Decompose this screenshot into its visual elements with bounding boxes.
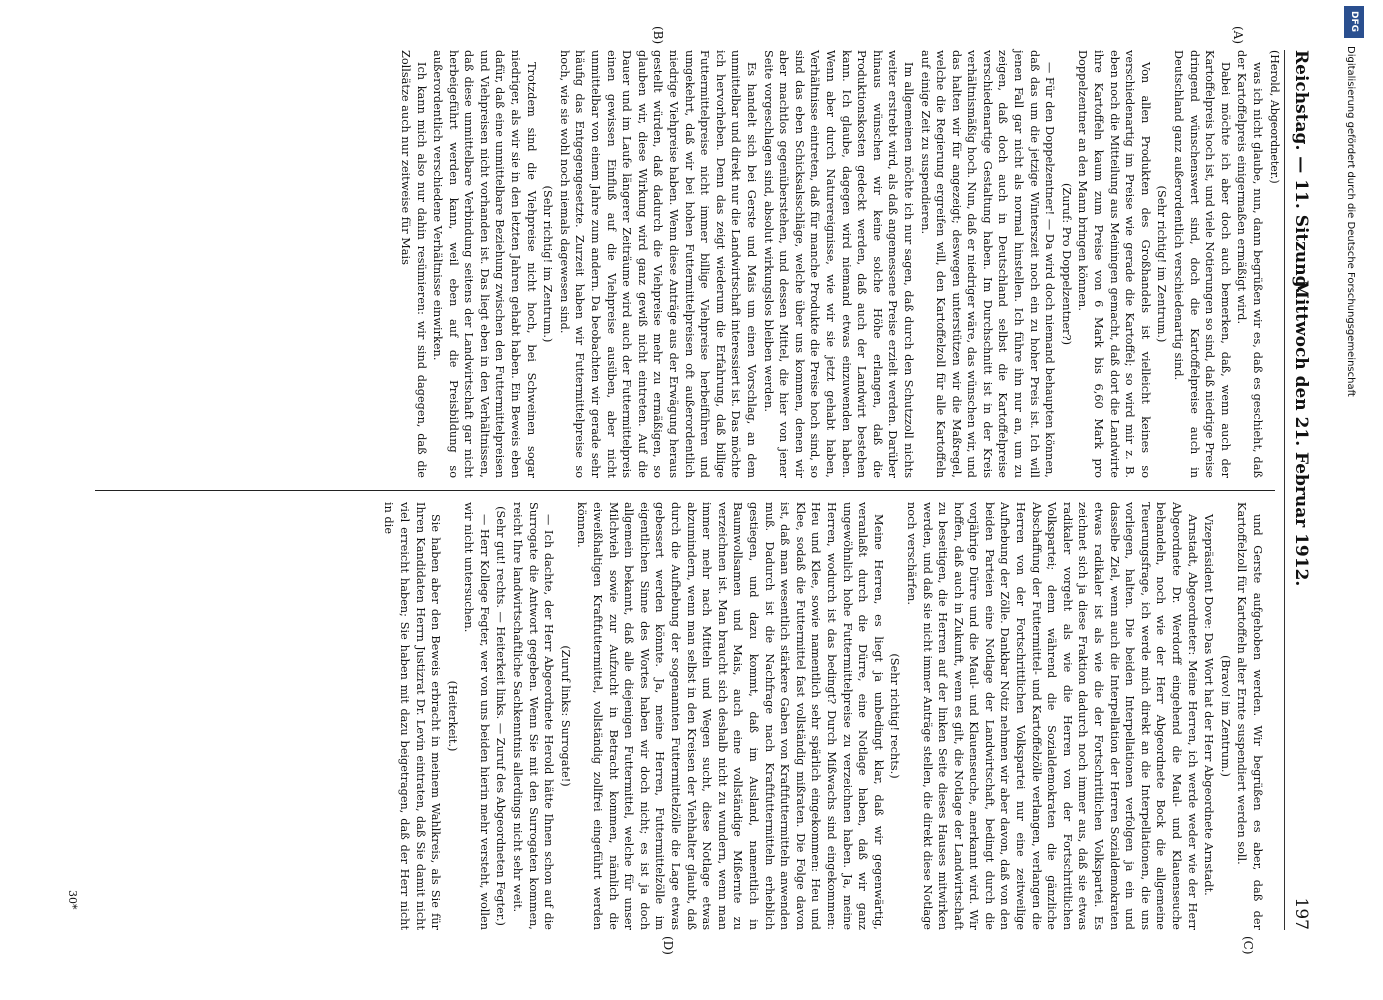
paragraph: Meine Herren, es liegt ja unbedingt klar, daß wir gegenwärtig, veranlaßt durch die Dürre, eine Notlage haben, daß wir ganz ungewöhnlich hohe Futtermittelpreise zu verzeichnen haben. Ja, meine Herren, wodurch ist das bedingt? Durch Mißwachs sind eingekommen: Heu und Klee, sowie namentlich sehr spärlich eingekommen: Heu und Klee, sodaß die Futtermittel fast vollständig mißraten. Die Folge davon ist, daß man wesentlich stärkere Gaben von Kraftfuttermitteln anwenden muß. Dadurch ist die Nachfrage nach Kraftfuttermitteln erheblich gestiegen, und dazu kommt, daß im Ausland, namentlich in Baumwollsamen und Mais, auch eine vollständige Mißernte zu verzeichnen ist. Man braucht sich deshalb nicht zu wundern, wenn man immer mehr nach Mitteln und Wegen sucht, diese Notlage etwas abzumindern, wenn man selbst in den Kreisen der Viehhalter glaubt, daß durch die Aufhebung der sogenannten Futtermittelzölle die Lage etwas gebessert werden könnte. Ja, meine Herren, Futtermittelzölle im eigentlichen Sinne des Wortes haben wir doch nicht; es ist ja doch allgemein bekannt, daß alle diejenigen Futtermittel, welche für unser Milchvieh sowie zur Aufzucht in Betracht kommen, nämlich die eiweißhaltigen Kraftfuttermittel, vollständig zollfrei eingeführt werden können. (575, 502, 885, 930)
paragraph: Dabei möchte ich aber doch auch bemerken, daß, wenn auch der Kartoffelpreis hoch ist, und viele Notierungen so sind, daß niedrige Preise dringend wünschenswert sind, doch die Kartoffelpreise auch in Deutschland ganz außerordentlich verschiedenartig sind. (1172, 50, 1232, 478)
paragraph: Im allgemeinen möchte ich nur sagen, daß durch den Schutzzoll nichts weiter erstrebt wird, als daß angemessene Preise erzielt werden. Darüber hinaus wünschen wir keine solche Höhe erlangen, daß die Produktionskosten gedeckt werden, daß auch der Landwirt bestehen kann. Ich glaube, dagegen wird niemand etwas einzuwenden haben. Wenn aber durch Naturereignisse, wie wir sie jetzt gehabt haben, Verhältnisse eintreten, daß für manche Produkte die Preise hoch sind, so sind das eben Schicksalsschläge, welche über uns kommen, denen wir aber machtlos gegenüberstehen, und dessen Mittel, die hier von jener Seite vorgeschlagen sind, absolut wirkungslos bleiben werden. (761, 50, 915, 478)
dfg-logo-icon: DFG (1344, 6, 1364, 38)
left-column (65, 50, 1265, 478)
margin-mark-d: (D) (661, 936, 675, 955)
page-header (1284, 50, 1315, 930)
paragraph: und Gerste aufgehoben werden. Wir begrüßen es aber, daß der Kartoffelzoll für Kartoffeln alter Ernte suspendiert werden soll. (1235, 502, 1264, 930)
interjection: (Bravo! im Zentrum.) (1218, 655, 1232, 777)
paragraph: — Ich dachte, der Herr Abgeordnete Herold hätte Ihnen schon auf die Surrogate die Antwort gegeben. Wenn Sie mit den Surrogaten kommen, reicht Ihre landwirtschaftliche Sachkenntnis allerdings nicht sehr weit. (511, 502, 556, 930)
column-divider (95, 490, 1275, 491)
paragraph: — Herr Kollege Fegter, wer von uns beiden hierin mehr versteht, wollen wir nicht untersuchen. (462, 502, 491, 930)
paragraph: Sie haben aber den Beweis erbracht in meinem Wahlkreis, als Sie für Ihren Kandidaten Herrn Justizrat Dr. Levin eintraten, daß Sie damit nicht viel erreicht haben; Sie haben mit dazu beigetragen, daß der Herr nicht in die (382, 502, 443, 930)
header-left: Reichstag. — 11. Sitzung. (1291, 50, 1311, 294)
paragraph: Von allen Produkten des Großhandels ist vielleicht keines so verschiedenartig im Preise wie gerade die Kartoffel; so wird mir z. B. eben noch die Mitteilung aus Meiningen gemacht, daß dort die Landwirte ihre Kartoffeln kaum zum Preise von 6 Mark bis 6,60 Mark pro Doppelzentner an den Mann bringen können. (1076, 50, 1152, 478)
header-date: Mittwoch den 21. Februar 1912. (1291, 280, 1311, 587)
signature-mark: 30* (66, 890, 79, 910)
paragraph: was ich nicht glaube, nun, dann begrüßen wir es, daß es geschieht, daß der Kartoffelpreis einigermaßen ermäßigt wird. (1235, 50, 1264, 478)
margin-mark-b: (B) (651, 26, 665, 45)
paragraph: Es handelt sich bei Gerste und Mais um einen Vorschlag, an dem unmittelbar und direkt nur die Landwirtschaft interessiert ist. Das möchte ich hervorheben. Denn das zeigt wiederum die Erfahrung, daß billige Futtermittelpreise nicht immer billige Viehpreise herbeiführen und umgekehrt, daß wir bei hohen Futtermittelpreisen oft außerordentlich niedrige Viehpreise haben. Wenn diese Anträge aus der Erwägung heraus gestellt würden, daß dadurch die Viehpreise mehr zu ermäßigen, so glauben wir, diese Wirkung wird ganz gewiß nicht eintreten. Auf die Dauer und im Laufe längerer Zeiträume wird auch der Futtermittelpreis einen gewissen Einfluß auf die Viehpreise ausüben, aber nicht unmittelbar von einem Jahre zum andern. Da beobachten wir gerade sehr häufig das Entgegengesetzte. Zurzeit haben wir Futtermittelpreise so hoch, wie sie wohl noch niemals dagewesen sind. (557, 50, 758, 478)
right-column (65, 502, 1265, 930)
dfg-strip (1340, 6, 1368, 996)
speaker-continuation: (Herold, Abgeordneter.) (1268, 50, 1281, 184)
interjection: (Heiterkeit.) (445, 680, 459, 752)
margin-mark-a: (A) (1231, 26, 1245, 45)
interjection: (Sehr gut! rechts. — Heiterkeit links. — Zuruf des Abgeordneten Fegter.) (494, 506, 508, 926)
paragraph: Vizepräsident Dove: Das Wort hat der Herr Abgeordnete Arnstadt. (1202, 514, 1216, 896)
paragraph: — Für den Doppelzentner! — Da wird doch niemand behaupten können, daß das um die jetzige Winterszeit noch ein zu hoher Preis ist. Ich will jenen Fall gar nicht als normal hinstellen. Ich führe ihn nur an, um zu zeigen, daß doch auch in Deutschland selbst die Kartoffelpreise verschiedenartige Gestaltung haben. Im Durchschnitt ist in der Kreis verhältnismäßig hoch. Nun, daß er niedriger wäre, das wünschen wir, und das halten wir für angezeigt; deswegen unterstützen wir die Maßregel, welche die Regierung ergreifen will, den Kartoffelzoll für alle Kartoffeln auf einige Zeit zu suspendieren. (918, 50, 1057, 478)
interjection: (Sehr richtig! im Zentrum.) (541, 185, 555, 343)
dfg-notice: Digitalisierung gefördert durch die Deutsche Forschungsgemeinschaft (1345, 46, 1356, 397)
page-number: 197 (1291, 897, 1311, 930)
interjection: (Sehr richtig! rechts.) (888, 653, 902, 779)
paragraph: Trotzdem sind die Viehpreise nicht hoch, bei Schweinen sogar niedriger, als wir sie in den letzten Jahren gehabt haben. Ein Beweis eben dafür, daß eine unmittelbare Beziehung zwischen den Futtermittelpreisen und Viehpreisen nicht vorhanden ist. Das liegt eben in den Verhältnissen, daß diese unmittelbare Verbindung seitens der Landwirtschaft gar nicht herbeigeführt werden kann, weil eben auf die Preisbildung so außerordentlich verschiedene Verhältnisse einwirken. (431, 50, 538, 478)
paragraph: Ich kann mich also nur dahin resümieren: wir sind dagegen, daß die Zollsätze auch nur zeitweise für Mais (398, 50, 428, 478)
paragraph: Arnstadt, Abgeordneter: Meine Herren, ich werde weder wie der Herr Abgeordnete Dr. Werdorff eingehend die Maul- und Klauenseuche behandeln, noch wie der Herr Abgeordnete Bock die allgemeine Teuerungsfrage, ich werde mich direkt an die Interpellationen, die uns vorliegen, halten. Die beiden Interpellationen verfolgen ja ein und dasselbe Ziel, wenn auch die Interpellation der Herren Sozialdemokraten etwas radikaler ist als wie die der Fortschrittlichen Volkspartei. Es zeichnet sich ja diese Fraktion dadurch noch immer aus, daß sie etwas radikaler vorgeht als wie die Herren von der Fortschrittlichen Volkspartei; denn während die Sozialdemokraten die gänzliche Abschaffung der Futtermittel- und Kartoffelzölle verlangen, verlangen die Herren von der Fortschrittlichen Volkspartei nur eine zeitweilige Aufhebung der Zölle. Dankbar Notiz nehmen wir aber davon, daß von den beiden Parteien eine Notlage der Landwirtschaft, bedingt durch die vorjährige Dürre und die Maul- und Klauenseuche, anerkannt wird. Wir hoffen, daß auch in Zukunft, wenn es gilt, die Notlage der Landwirtschaft zu beseitigen, die Herren auf der linken Seite dieses Hauses mitwirken werden, und daß sie nicht immer Anträge stellen, die direkt diese Notlage noch verschärfen. (904, 502, 1199, 930)
interjection: (Sehr richtig! im Zentrum.) (1155, 185, 1169, 343)
margin-mark-c: (C) (1241, 936, 1255, 955)
interjection: (Zuruf links: Surrogate!) (558, 645, 572, 787)
interjection: (Zuruf: Pro Doppelzentner?) (1059, 182, 1073, 346)
rotated-newspaper-page (60, 26, 1315, 955)
